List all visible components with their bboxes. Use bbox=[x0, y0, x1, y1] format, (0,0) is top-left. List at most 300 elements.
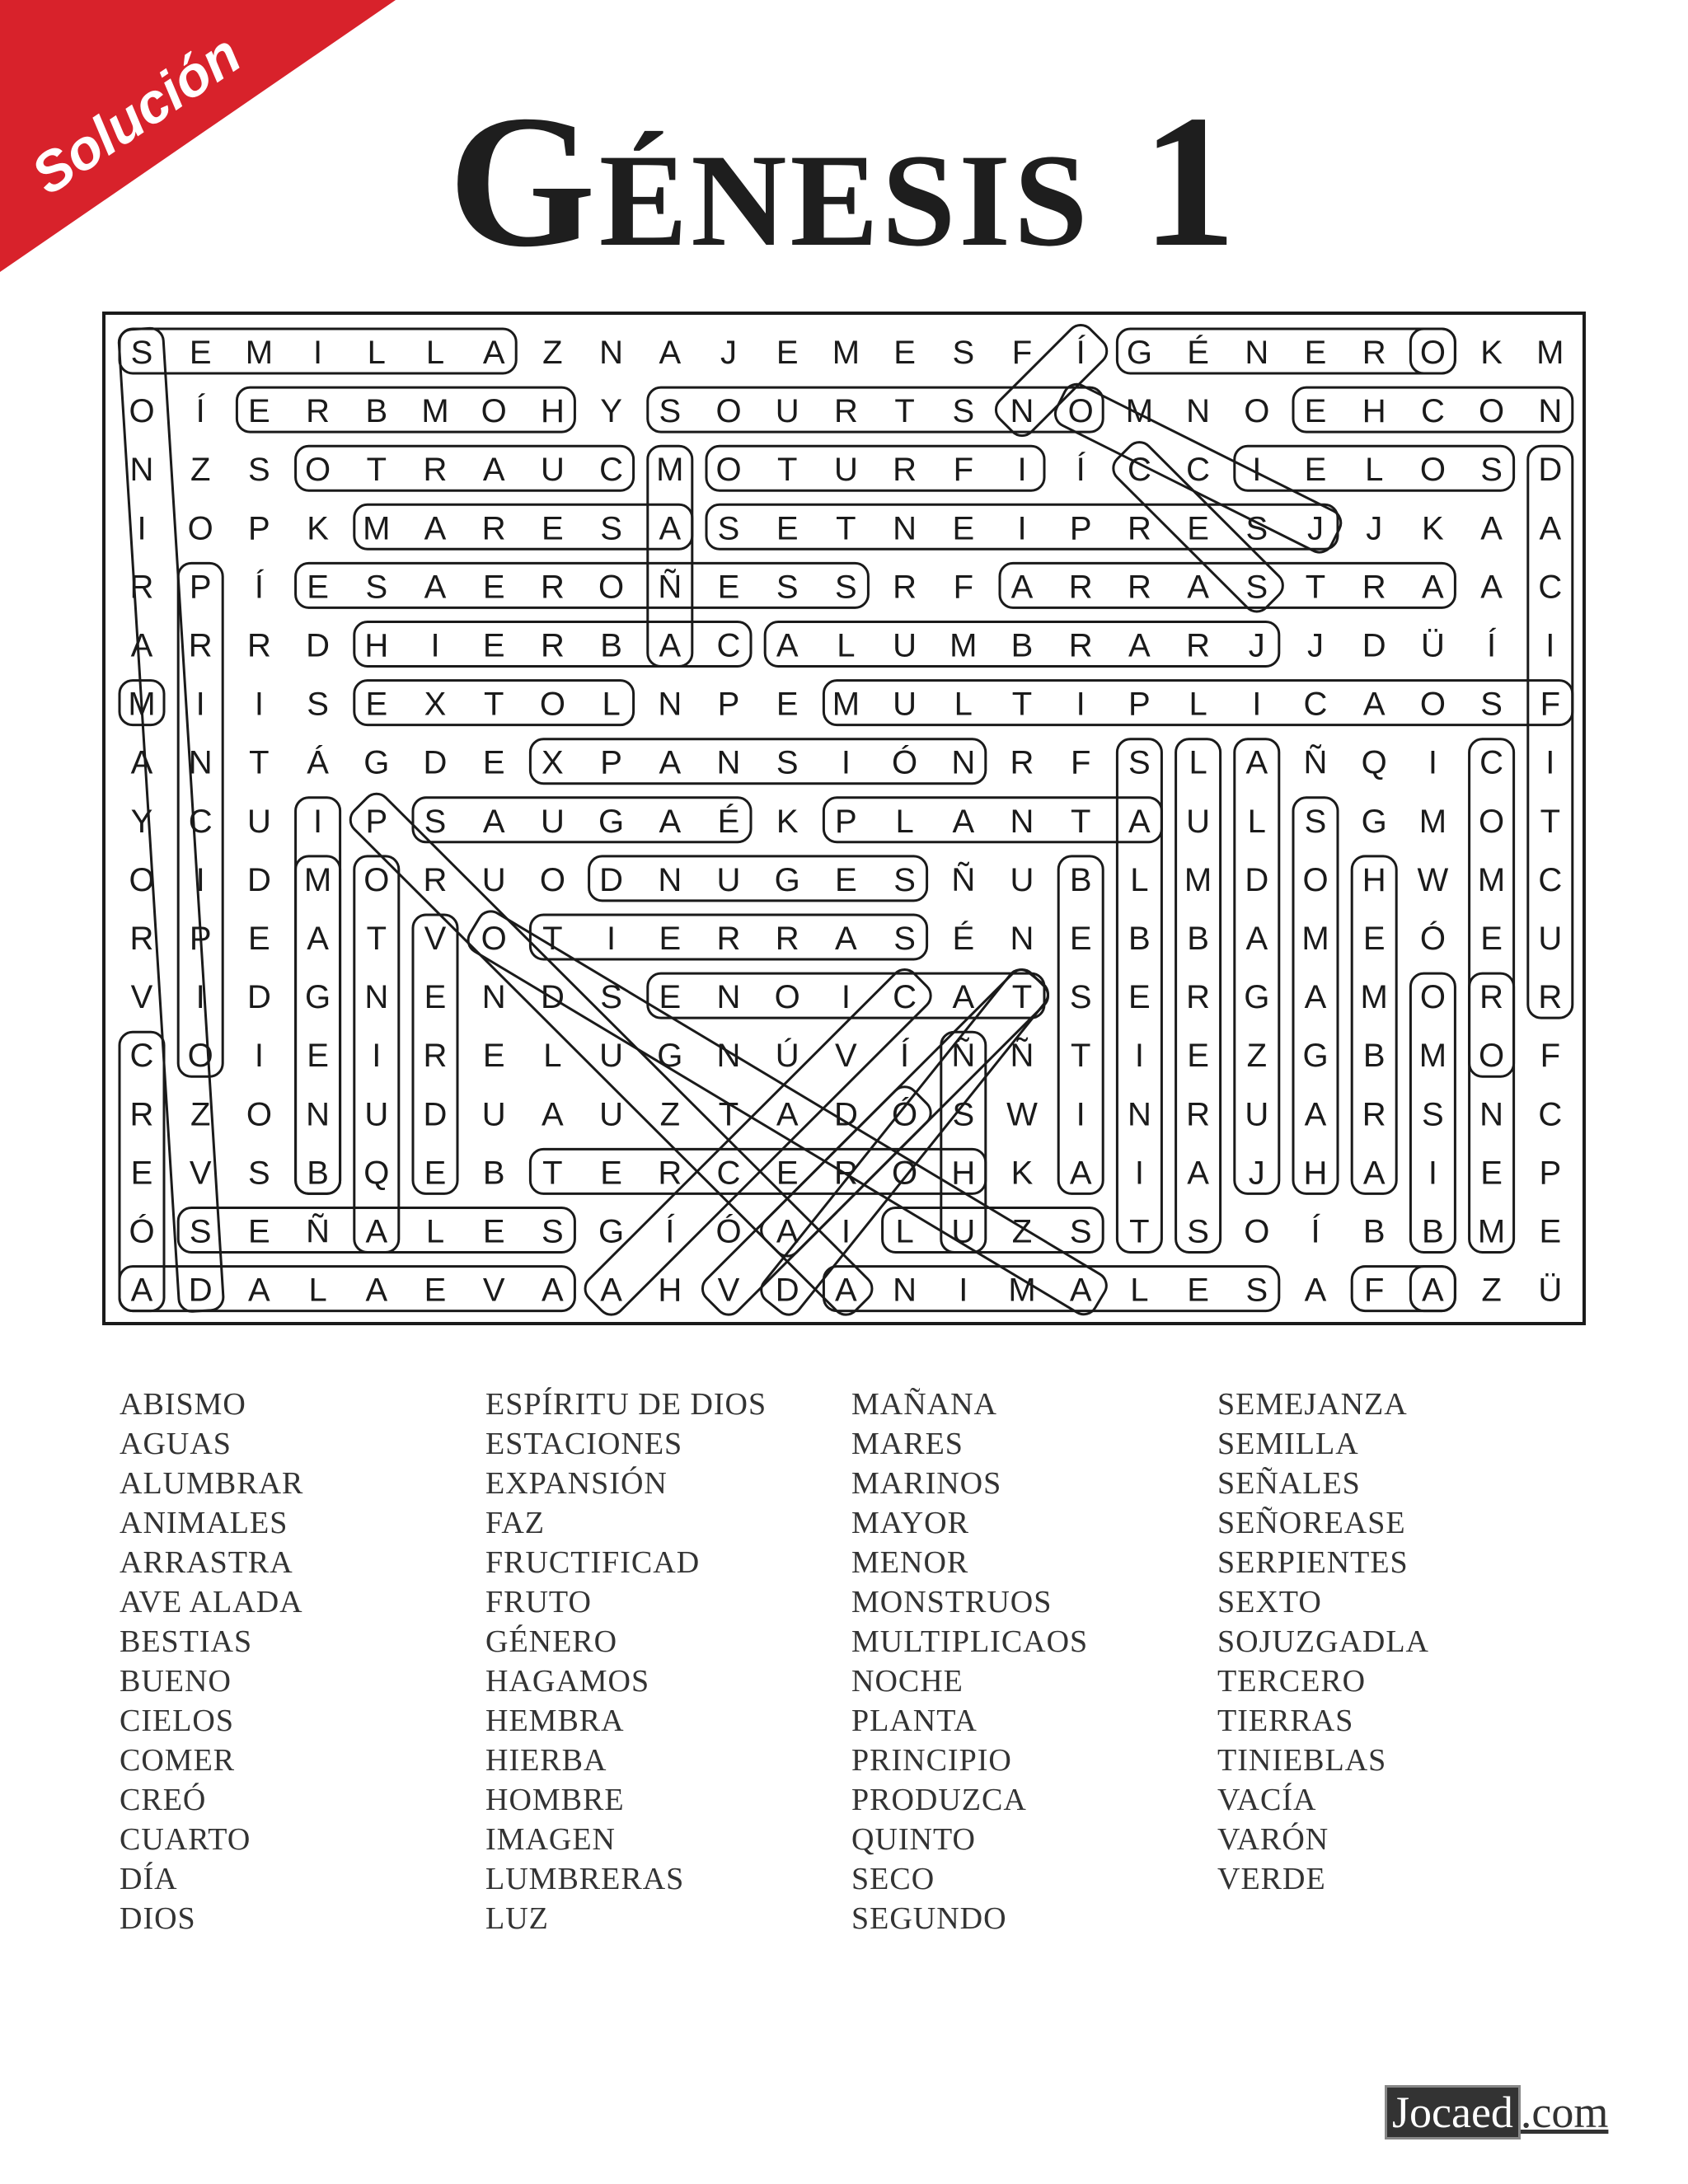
grid-letter: R bbox=[1010, 744, 1034, 781]
grid-letter: Ñ bbox=[1010, 1038, 1034, 1075]
grid-letter: R bbox=[481, 510, 506, 547]
grid-letter: Í bbox=[1487, 627, 1497, 664]
word-list-item: ANIMALES bbox=[120, 1506, 288, 1540]
grid-letter: N bbox=[716, 1038, 741, 1075]
grid-letter: A bbox=[482, 335, 505, 371]
grid-letter: P bbox=[835, 803, 857, 840]
word-list-item: SEÑOREASE bbox=[1217, 1506, 1406, 1540]
grid-letter: S bbox=[1304, 803, 1327, 840]
grid-letter: L bbox=[1130, 861, 1149, 898]
grid-letter: S bbox=[1480, 452, 1503, 489]
word-list-item: COMER bbox=[120, 1743, 236, 1778]
grid-letter: T bbox=[776, 452, 798, 489]
grid-letter: O bbox=[539, 686, 565, 723]
grid-letter: K bbox=[1480, 335, 1503, 371]
grid-letter: N bbox=[1245, 335, 1269, 371]
grid-letter: K bbox=[307, 510, 329, 547]
grid-letter: I bbox=[841, 979, 851, 1016]
grid-letter: L bbox=[425, 1213, 445, 1250]
grid-letter: S bbox=[1187, 1213, 1209, 1250]
grid-letter: R bbox=[540, 627, 565, 664]
word-list-item: MONSTRUOS bbox=[851, 1585, 1053, 1619]
grid-letter: Í bbox=[1076, 452, 1085, 489]
grid-letter: R bbox=[188, 627, 213, 664]
grid-letter: I bbox=[1252, 452, 1262, 489]
word-list-item: PRODUZCA bbox=[851, 1783, 1027, 1817]
grid-letter: U bbox=[893, 686, 917, 723]
grid-letter: H bbox=[540, 393, 565, 430]
grid-letter: Ó bbox=[129, 1213, 155, 1250]
grid-letter: X bbox=[542, 744, 564, 781]
grid-letter: Í bbox=[1076, 335, 1085, 371]
word-list-item: ALUMBRAR bbox=[120, 1466, 304, 1501]
grid-letter: T bbox=[894, 393, 915, 430]
grid-letter: T bbox=[366, 452, 387, 489]
grid-letter: E bbox=[424, 979, 447, 1016]
grid-letter: S bbox=[1245, 569, 1268, 606]
grid-letter: S bbox=[1422, 1096, 1444, 1133]
brand-logo-name: Jocaed bbox=[1385, 2085, 1521, 2139]
grid-letter: G bbox=[657, 1038, 683, 1075]
grid-letter: P bbox=[248, 510, 270, 547]
word-list-item: BESTIAS bbox=[120, 1624, 253, 1659]
grid-letter: L bbox=[1365, 452, 1384, 489]
grid-letter: U bbox=[1538, 921, 1563, 957]
grid-letter: M bbox=[832, 686, 860, 723]
grid-letter: É bbox=[717, 803, 740, 840]
grid-letter: C bbox=[599, 452, 624, 489]
word-column-4 bbox=[1217, 1385, 1580, 1899]
grid-letter: B bbox=[482, 1155, 505, 1192]
grid-letter: E bbox=[307, 1038, 329, 1075]
grid-letter: R bbox=[129, 1096, 154, 1133]
brand-logo[interactable] bbox=[1385, 2085, 1632, 2143]
grid-letter: E bbox=[952, 510, 975, 547]
grid-letter: I bbox=[254, 1038, 264, 1075]
grid-letter: L bbox=[367, 335, 386, 371]
word-list-item: ESPÍRITU DE DIOS bbox=[485, 1387, 767, 1422]
grid-letter: A bbox=[1539, 510, 1562, 547]
word-search-grid bbox=[102, 312, 1586, 1325]
grid-letter: C bbox=[188, 803, 213, 840]
grid-letter: S bbox=[717, 510, 740, 547]
grid-letter: B bbox=[1362, 1213, 1386, 1250]
word-list-item: SERPIENTES bbox=[1217, 1545, 1409, 1580]
grid-letter: L bbox=[602, 686, 621, 723]
grid-letter: D bbox=[246, 979, 271, 1016]
grid-letter: U bbox=[540, 803, 565, 840]
brand-logo-domain: .com bbox=[1520, 2088, 1609, 2137]
grid-letter: U bbox=[775, 393, 799, 430]
grid-letter: E bbox=[248, 1213, 270, 1250]
grid-letter: A bbox=[952, 803, 975, 840]
grid-letter: A bbox=[130, 627, 153, 664]
grid-letter: O bbox=[129, 861, 155, 898]
grid-letter: S bbox=[952, 393, 975, 430]
grid-letter: E bbox=[1304, 335, 1327, 371]
grid-letter: Í bbox=[900, 1038, 910, 1075]
grid-letter: N bbox=[658, 686, 682, 723]
grid-letter: S bbox=[893, 861, 916, 898]
grid-letter: M bbox=[1536, 335, 1564, 371]
grid-letter: C bbox=[129, 1038, 154, 1075]
grid-letter: M bbox=[1360, 979, 1388, 1016]
grid-letter: O bbox=[187, 510, 213, 547]
grid-letter: V bbox=[130, 979, 153, 1016]
grid-letter: O bbox=[1419, 335, 1446, 371]
grid-letter: A bbox=[542, 1272, 564, 1309]
grid-letter: Z bbox=[190, 1096, 211, 1133]
grid-letter: D bbox=[306, 627, 331, 664]
grid-letter: N bbox=[893, 1272, 917, 1309]
grid-letter: E bbox=[130, 1155, 153, 1192]
grid-letter: É bbox=[952, 921, 975, 957]
grid-letter: A bbox=[835, 1272, 857, 1309]
word-list-item: PRINCIPIO bbox=[851, 1743, 1012, 1778]
grid-letter: R bbox=[1479, 979, 1504, 1016]
word-list-item: MENOR bbox=[851, 1545, 969, 1580]
grid-letter: O bbox=[715, 393, 742, 430]
grid-letter: O bbox=[481, 393, 507, 430]
grid-letter: R bbox=[1127, 569, 1151, 606]
grid-letter: Q bbox=[1361, 744, 1387, 781]
grid-letter: S bbox=[893, 921, 916, 957]
grid-letter: A bbox=[248, 1272, 270, 1309]
grid-letter: I bbox=[313, 803, 323, 840]
grid-letter: S bbox=[776, 744, 799, 781]
found-word-loop bbox=[296, 446, 634, 490]
grid-letter: E bbox=[542, 510, 564, 547]
word-list-item: HOMBRE bbox=[485, 1783, 625, 1817]
grid-letter: E bbox=[1362, 921, 1386, 957]
grid-letter: B bbox=[1187, 921, 1209, 957]
grid-letter: B bbox=[307, 1155, 329, 1192]
grid-letter: M bbox=[950, 627, 978, 664]
word-list-item: LUZ bbox=[485, 1901, 549, 1936]
grid-letter: I bbox=[372, 1038, 382, 1075]
grid-letter: E bbox=[1480, 921, 1503, 957]
grid-letter: A bbox=[659, 335, 682, 371]
grid-letter: L bbox=[895, 803, 914, 840]
word-list-item: AGUAS bbox=[120, 1427, 232, 1461]
grid-letter: D bbox=[599, 861, 624, 898]
found-word-loop bbox=[991, 320, 1113, 441]
grid-letter: N bbox=[1538, 393, 1563, 430]
grid-letter: N bbox=[599, 335, 624, 371]
grid-letter: E bbox=[1187, 510, 1209, 547]
grid-letter: A bbox=[1362, 1155, 1386, 1192]
grid-letter: H bbox=[658, 1272, 682, 1309]
grid-letter: R bbox=[1186, 979, 1211, 1016]
grid-letter: C bbox=[1479, 744, 1504, 781]
grid-letter: F bbox=[953, 569, 974, 606]
grid-letter: V bbox=[189, 1155, 212, 1192]
grid-letter: I bbox=[1134, 1038, 1144, 1075]
grid-letter: S bbox=[424, 803, 447, 840]
grid-letter: R bbox=[1362, 335, 1386, 371]
grid-letter: L bbox=[308, 1272, 327, 1309]
word-list-item: CREÓ bbox=[120, 1783, 207, 1817]
grid-letter: O bbox=[1302, 861, 1329, 898]
grid-letter: T bbox=[836, 510, 856, 547]
grid-letter: A bbox=[1069, 1272, 1092, 1309]
word-list-item: FAZ bbox=[485, 1506, 545, 1540]
grid-letter: M bbox=[1125, 393, 1154, 430]
grid-letter: S bbox=[307, 686, 329, 723]
found-word-loop bbox=[354, 504, 692, 549]
grid-letter: R bbox=[129, 569, 154, 606]
grid-letter: C bbox=[1538, 1096, 1563, 1133]
word-list-item: GÉNERO bbox=[485, 1624, 618, 1659]
grid-letter: O bbox=[1067, 393, 1094, 430]
word-list-item: DIOS bbox=[120, 1901, 196, 1936]
grid-letter: Q bbox=[363, 1155, 390, 1192]
word-list-item: PLANTA bbox=[851, 1704, 978, 1738]
grid-letter: C bbox=[716, 1155, 741, 1192]
grid-letter: R bbox=[658, 1155, 682, 1192]
grid-letter: B bbox=[1422, 1213, 1444, 1250]
word-list-item: ABISMO bbox=[120, 1387, 246, 1422]
grid-letter: O bbox=[1479, 803, 1505, 840]
word-list-item: VERDE bbox=[1217, 1862, 1326, 1896]
grid-letter: Í bbox=[1311, 1213, 1320, 1250]
grid-letter: B bbox=[1362, 1038, 1386, 1075]
grid-letter: C bbox=[1186, 452, 1211, 489]
word-list-item: SEMEJANZA bbox=[1217, 1387, 1408, 1422]
grid-letter: N bbox=[129, 452, 154, 489]
grid-letter: E bbox=[365, 686, 388, 723]
grid-letter: C bbox=[1538, 861, 1563, 898]
word-column-2 bbox=[485, 1385, 848, 1938]
grid-letter: R bbox=[1186, 1096, 1211, 1133]
grid-letter: S bbox=[189, 1213, 212, 1250]
grid-letter: I bbox=[1076, 686, 1085, 723]
grid-letter: R bbox=[129, 921, 154, 957]
grid-letter: D bbox=[188, 1272, 213, 1309]
grid-letter: U bbox=[1010, 861, 1034, 898]
grid-letter: A bbox=[952, 979, 975, 1016]
grid-letter: E bbox=[482, 1038, 505, 1075]
grid-letter: I bbox=[841, 744, 851, 781]
grid-letter: D bbox=[246, 861, 271, 898]
grid-letter: I bbox=[1428, 1155, 1437, 1192]
grid-letter: B bbox=[365, 393, 388, 430]
grid-letter: E bbox=[1480, 1155, 1503, 1192]
grid-letter: Z bbox=[659, 1096, 681, 1133]
grid-letter: A bbox=[424, 510, 447, 547]
grid-letter: L bbox=[895, 1213, 914, 1250]
grid-letter: U bbox=[893, 627, 917, 664]
grid-letter: I bbox=[1428, 744, 1437, 781]
grid-letter: P bbox=[1128, 686, 1151, 723]
word-list-item: VACÍA bbox=[1217, 1783, 1317, 1817]
grid-letter: S bbox=[130, 335, 153, 371]
grid-letter: R bbox=[716, 921, 741, 957]
grid-letter: H bbox=[1303, 1155, 1328, 1192]
found-word-loop bbox=[237, 387, 574, 432]
grid-letter: P bbox=[1539, 1155, 1562, 1192]
grid-letter: G bbox=[598, 1213, 625, 1250]
grid-letter: M bbox=[656, 452, 684, 489]
grid-letter: H bbox=[1362, 393, 1386, 430]
grid-letter: É bbox=[1187, 335, 1209, 371]
grid-letter: D bbox=[775, 1272, 799, 1309]
grid-letter: S bbox=[248, 1155, 270, 1192]
grid-letter: M bbox=[1477, 1213, 1506, 1250]
grid-letter: R bbox=[833, 393, 858, 430]
grid-letter: Z bbox=[190, 452, 211, 489]
found-word-loop bbox=[413, 798, 751, 842]
word-list-item: SEXTO bbox=[1217, 1585, 1322, 1619]
grid-letter: A bbox=[1304, 1096, 1327, 1133]
grid-letter: P bbox=[600, 744, 622, 781]
grid-letter: S bbox=[600, 510, 622, 547]
grid-letter: M bbox=[128, 686, 156, 723]
grid-letter: A bbox=[1422, 1272, 1444, 1309]
grid-letter: O bbox=[1419, 452, 1446, 489]
grid-letter: M bbox=[1301, 921, 1329, 957]
word-list-item: CUARTO bbox=[120, 1822, 251, 1857]
word-list bbox=[120, 1385, 1603, 1961]
grid-letter: I bbox=[1134, 1155, 1144, 1192]
grid-letter: O bbox=[598, 569, 625, 606]
grid-letter: E bbox=[600, 1155, 622, 1192]
grid-letter: S bbox=[365, 569, 388, 606]
grid-letter: O bbox=[1479, 1038, 1505, 1075]
grid-letter: J bbox=[1307, 510, 1324, 547]
grid-letter: G bbox=[1361, 803, 1387, 840]
grid-letter: T bbox=[1305, 569, 1326, 606]
grid-letter: U bbox=[951, 1213, 976, 1250]
grid-letter: C bbox=[893, 979, 917, 1016]
grid-letter: C bbox=[1420, 393, 1445, 430]
grid-letter: I bbox=[195, 861, 205, 898]
grid-letter: A bbox=[542, 1096, 564, 1133]
grid-letter: U bbox=[481, 861, 506, 898]
grid-letter: N bbox=[188, 744, 213, 781]
grid-letter: L bbox=[837, 627, 856, 664]
grid-letter: T bbox=[542, 1155, 563, 1192]
grid-letter: E bbox=[893, 335, 916, 371]
grid-letter: L bbox=[1189, 744, 1207, 781]
grid-letter: I bbox=[959, 1272, 968, 1309]
grid-letter: J bbox=[1248, 1155, 1265, 1192]
grid-letter: S bbox=[542, 1213, 564, 1250]
grid-letter: U bbox=[1186, 803, 1211, 840]
grid-letter: D bbox=[540, 979, 565, 1016]
word-list-item: MULTIPLICAOS bbox=[851, 1624, 1089, 1659]
grid-letter: I bbox=[1545, 627, 1555, 664]
grid-letter: T bbox=[483, 686, 504, 723]
grid-svg bbox=[106, 315, 1582, 1322]
grid-letter: B bbox=[1128, 921, 1151, 957]
grid-letter: T bbox=[1070, 803, 1091, 840]
grid-letter: G bbox=[363, 744, 390, 781]
grid-letter: E bbox=[659, 979, 682, 1016]
grid-letter: D bbox=[1245, 861, 1269, 898]
grid-letter: R bbox=[1068, 569, 1093, 606]
grid-letter: T bbox=[249, 744, 270, 781]
grid-letter: R bbox=[423, 1038, 448, 1075]
grid-letter: S bbox=[835, 569, 857, 606]
grid-letter: A bbox=[1304, 1272, 1327, 1309]
grid-letter: O bbox=[1244, 1213, 1270, 1250]
grid-letter: M bbox=[1418, 803, 1447, 840]
grid-letter: G bbox=[774, 861, 800, 898]
grid-letter: F bbox=[953, 452, 974, 489]
found-word-loop bbox=[1117, 329, 1455, 373]
grid-letter: O bbox=[481, 921, 507, 957]
grid-letter: A bbox=[1010, 569, 1034, 606]
grid-letter: N bbox=[306, 1096, 331, 1133]
grid-letter: A bbox=[659, 744, 682, 781]
grid-letter: A bbox=[307, 921, 329, 957]
grid-letter: I bbox=[430, 627, 440, 664]
grid-letter: A bbox=[1128, 627, 1151, 664]
grid-letter: E bbox=[776, 335, 799, 371]
grid-letter: A bbox=[659, 627, 682, 664]
grid-letter: Z bbox=[1246, 1038, 1268, 1075]
badge-text: Solución bbox=[20, 22, 252, 207]
grid-letter: E bbox=[1187, 1272, 1209, 1309]
grid-letter: I bbox=[254, 686, 264, 723]
grid-letter: W bbox=[1006, 1096, 1038, 1133]
grid-letter: A bbox=[1128, 803, 1151, 840]
grid-letter: A bbox=[776, 1213, 799, 1250]
grid-letter: Ñ bbox=[306, 1213, 331, 1250]
grid-letter: J bbox=[1248, 627, 1265, 664]
grid-letter: R bbox=[893, 452, 917, 489]
word-list-item: TIERRAS bbox=[1217, 1704, 1354, 1738]
grid-letter: B bbox=[600, 627, 622, 664]
grid-letter: L bbox=[1189, 686, 1207, 723]
grid-letter: S bbox=[952, 335, 975, 371]
found-word-loop bbox=[1352, 856, 1396, 1194]
grid-letter: A bbox=[600, 1272, 622, 1309]
grid-letter: S bbox=[1128, 744, 1151, 781]
grid-letter: R bbox=[893, 569, 917, 606]
grid-letter: I bbox=[1076, 1096, 1085, 1133]
grid-letter: B bbox=[1069, 861, 1092, 898]
grid-letter: D bbox=[1362, 627, 1386, 664]
grid-letter: Ó bbox=[892, 744, 918, 781]
grid-letter: A bbox=[130, 1272, 153, 1309]
grid-letter: Ó bbox=[892, 1096, 918, 1133]
grid-letter: A bbox=[365, 1272, 388, 1309]
grid-letter: Ó bbox=[1419, 921, 1446, 957]
grid-letter: S bbox=[1245, 1272, 1268, 1309]
grid-letter: O bbox=[1479, 393, 1505, 430]
grid-letter: L bbox=[543, 1038, 562, 1075]
grid-letter: O bbox=[1244, 393, 1270, 430]
grid-letter: N bbox=[951, 744, 976, 781]
grid-letter: M bbox=[245, 335, 274, 371]
grid-letter: E bbox=[189, 335, 212, 371]
word-list-item: DÍA bbox=[120, 1862, 178, 1896]
grid-letter: G bbox=[1126, 335, 1152, 371]
grid-letter: R bbox=[246, 627, 271, 664]
grid-letter: N bbox=[364, 979, 389, 1016]
grid-letter: D bbox=[423, 744, 448, 781]
grid-letter: P bbox=[189, 569, 212, 606]
grid-letter: A bbox=[1245, 921, 1268, 957]
grid-letter: S bbox=[1245, 510, 1268, 547]
found-word-loop bbox=[1058, 856, 1103, 1194]
grid-letter: A bbox=[130, 744, 153, 781]
grid-letter: N bbox=[658, 861, 682, 898]
word-list-item: SEÑALES bbox=[1217, 1466, 1361, 1501]
grid-letter: X bbox=[424, 686, 447, 723]
